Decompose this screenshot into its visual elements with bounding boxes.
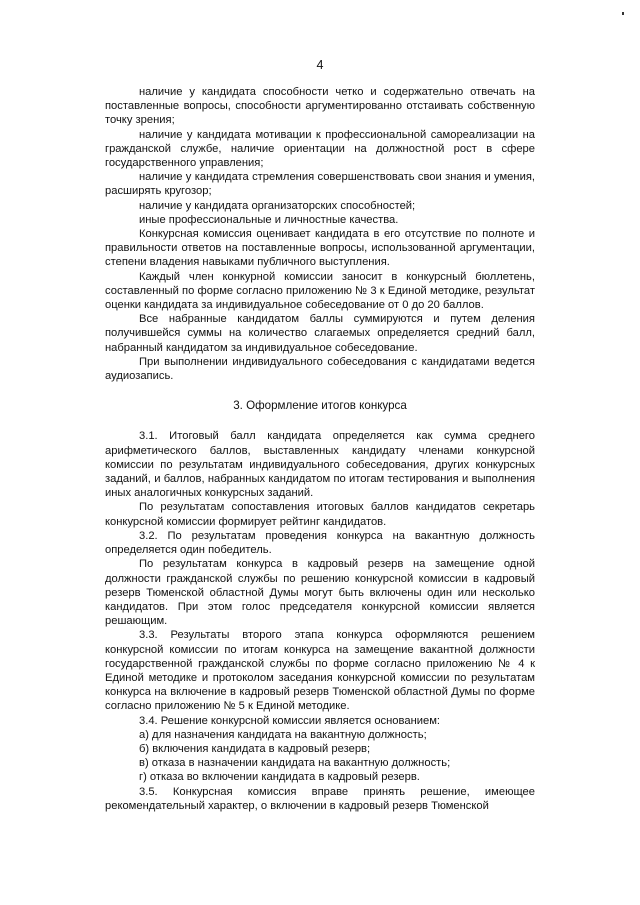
paragraph: наличие у кандидата стремления совершенствовать свои знания и умения, расширять кругозор; — [105, 171, 535, 198]
paragraph: наличие у кандидата организаторских способностей; — [139, 199, 416, 212]
paragraph: Каждый член конкурной комиссии заносит в конкурсный бюллетень, составленный по форме согласно приложению № 3 к Единой методике, результат оценки кандидата за индивидуальное собеседование от 0 до 20 баллов. — [105, 270, 535, 312]
paragraph: наличие у кандидата способности четко и содержательно отвечать на поставленные вопросы, способности аргументированно отстаивать собственную точку зрения; — [105, 86, 535, 127]
paragraph: иные профессиональные и личностные качества. — [139, 213, 399, 226]
list-item: г) отказа во включении кандидата в кадровый резерв. — [139, 771, 420, 784]
paragraph: наличие у кандидата мотивации к профессиональной самореализации на гражданской службе, наличие ориентации на должностной рост в сфере государственного управления; — [105, 128, 535, 170]
document-body — [105, 85, 535, 813]
paragraph: 3.3. Результаты второго этапа конкурса оформляются решением конкурсной комиссии по итогам конкурса на замещение вакантной должности государственной гражданской службы по форме согласно приложению № 4 к Единой методике и протоколом заседания конкурсной комиссии по результатам конкурса на включение в кадровый резерв Тюменской областной Думы по форме согласно приложению № 5 к Единой методике. — [105, 629, 535, 713]
section-3 — [105, 429, 535, 812]
paragraph: 3.5. Конкурсная комиссия вправе принять решение, имеющее рекомендательный характер, о включении в кадровый резерв Тюменской — [105, 785, 535, 812]
paragraph: 3.4. Решение конкурсной комиссии является основанием: — [139, 714, 441, 727]
paragraph: Все набранные кандидатом баллы суммируются и путем деления получившейся суммы на количество слагаемых определяется средний балл, набранный кандидатом за индивидуальное собеседование. — [105, 313, 535, 354]
paragraph: 3.1. Итоговый балл кандидата определяется как сумма среднего арифметического баллов, выставленных кандидату членами конкурсной комиссии по результатам индивидуального собеседования, других конкурсных заданий, и баллов, набранных кандидатом по итогам тестирования и выполнения иных аналогичных конкурсных заданий. — [105, 430, 535, 500]
scan-mark — [622, 12, 624, 15]
list-item: а) для назначения кандидата на вакантную должность; — [139, 728, 427, 741]
list-item: в) отказа в назначении кандидата на вакантную должность; — [139, 757, 451, 770]
section-top — [105, 85, 535, 383]
section-heading: 3. Оформление итогов конкурса — [233, 399, 407, 413]
paragraph: По результатам сопоставления итоговых баллов кандидатов секретарь конкурсной комиссии формирует рейтинг кандидатов. — [105, 501, 535, 528]
paragraph: 3.2. По результатам проведения конкурса на вакантную должность определяется один победитель. — [105, 529, 535, 557]
paragraph: При выполнении индивидуального собеседования с кандидатами ведется аудиозапись. — [105, 355, 535, 383]
paragraph: По результатам конкурса в кадровый резерв на замещение одной должности гражданской службы по решению конкурсной комиссии в кадровый резерв Тюменской областной Думы могут быть включены один или несколько кандидатов. При этом голос председателя конкурсной комиссии является решающим. — [105, 558, 535, 628]
paragraph: Конкурсная комиссия оценивает кандидата в его отсутствие по полноте и правильности ответов на поставленные вопросы, использованной аргументации, степени владения навыками публичного выступления. — [105, 228, 535, 269]
list-item: б) включения кандидата в кадровый резерв; — [139, 742, 371, 755]
page-number: 4 — [316, 58, 324, 72]
